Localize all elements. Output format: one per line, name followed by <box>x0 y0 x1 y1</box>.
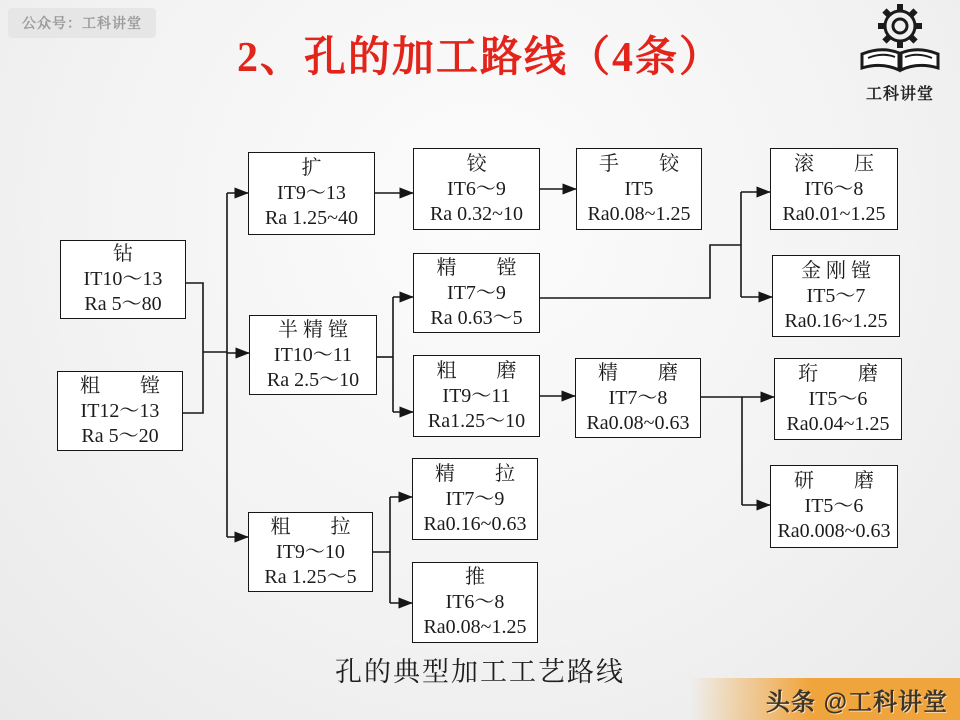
process-box-text: 精 磨 <box>598 361 678 384</box>
process-box-text: IT9～11 <box>442 384 511 407</box>
process-box-jing-la <box>412 458 538 540</box>
process-box-cu-tang <box>57 371 183 451</box>
process-box-text: Ra 0.32~10 <box>429 202 524 225</box>
connector-line <box>183 352 203 413</box>
wechat-account-badge: 公众号：工科讲堂 <box>8 8 156 38</box>
process-box-shou-jiao <box>576 148 702 230</box>
process-box-text: 粗 磨 <box>436 359 517 382</box>
process-box-gun-ya <box>770 148 898 230</box>
process-box-tui <box>412 562 538 643</box>
connector-line <box>540 245 741 298</box>
process-box-text: 半 精 镗 <box>278 318 348 341</box>
process-box-text: IT9～13 <box>277 182 346 204</box>
process-box-jin-gang-tang <box>772 255 900 337</box>
process-box-text: IT10～11 <box>273 343 353 366</box>
process-box-text: Ra 0.63～5 <box>430 306 523 329</box>
process-box-ban-jing-tang <box>249 315 377 395</box>
process-box-jing-tang <box>413 253 540 333</box>
process-box-text: IT7～9 <box>447 281 506 304</box>
process-box-text: Ra1.25～10 <box>427 409 526 432</box>
process-box-text: Ra 1.25~40 <box>264 207 359 229</box>
connector-line <box>186 283 203 352</box>
process-box-text: Ra0.08~0.63 <box>586 411 690 434</box>
process-box-cu-mo <box>413 355 540 437</box>
process-box-jing-mo <box>575 358 701 438</box>
process-box-text: Ra0.04~1.25 <box>786 412 890 435</box>
process-box-text: 滚 压 <box>794 152 874 175</box>
process-box-text: 推 <box>465 566 485 588</box>
process-box-text: Ra 2.5～10 <box>266 368 360 391</box>
process-box-text: IT5～6 <box>804 495 864 517</box>
watermark-banner <box>690 678 960 720</box>
process-box-text: Ra0.16~1.25 <box>784 309 888 332</box>
process-box-text: IT5～7 <box>806 284 866 307</box>
process-box-text: 钻 <box>113 243 133 265</box>
process-box-text: 珩 磨 <box>798 362 878 385</box>
process-box-text: 扩 <box>301 157 322 179</box>
process-box-yan-mo <box>770 465 898 548</box>
process-box-text: IT6～8 <box>445 591 505 613</box>
process-box-text: IT9～10 <box>276 540 345 563</box>
process-box-jiao <box>413 148 540 230</box>
process-box-text: Ra0.16~0.63 <box>423 512 527 535</box>
process-box-text: 粗 镗 <box>80 374 160 397</box>
brand-logo-label: 工科讲堂 <box>865 86 934 103</box>
process-box-text: 精 拉 <box>435 462 515 485</box>
process-box-cu-la <box>248 512 373 592</box>
process-box-text: IT5 <box>624 177 654 200</box>
process-box-text: 铰 <box>466 152 487 175</box>
page-title: 2、孔的加工路线（4条） <box>236 35 723 81</box>
process-box-text: Ra 1.25～5 <box>264 565 357 588</box>
process-box-text: IT7～8 <box>608 386 668 409</box>
process-box-text: IT6～9 <box>447 177 506 200</box>
process-box-text: IT5～6 <box>808 387 868 410</box>
process-box-text: Ra0.01~1.25 <box>782 202 886 225</box>
process-box-text: Ra0.008~0.63 <box>777 520 891 542</box>
process-box-text: IT6～8 <box>804 177 864 200</box>
process-box-text: Ra 5～20 <box>81 424 159 447</box>
watermark-text: 头条 @工科讲堂 <box>765 688 948 716</box>
process-box-text: 精 镗 <box>436 256 517 279</box>
process-box-text: 手 铰 <box>599 152 679 175</box>
process-box-zuan <box>60 240 186 319</box>
diagram-caption: 孔的典型加工工艺路线 <box>335 657 625 687</box>
process-box-heng-mo <box>774 358 902 440</box>
process-box-text: IT12～13 <box>80 399 160 422</box>
process-box-text: 粗 拉 <box>270 515 351 538</box>
process-box-kuo <box>248 152 375 235</box>
process-box-text: IT7～9 <box>445 487 505 510</box>
process-box-text: Ra 5～80 <box>84 293 162 315</box>
process-box-text: Ra0.08~1.25 <box>587 202 691 225</box>
process-box-text: IT10～13 <box>83 268 163 290</box>
process-box-text: Ra0.08~1.25 <box>423 616 527 638</box>
process-box-text: 研 磨 <box>794 470 874 492</box>
process-box-text: 金 刚 镗 <box>801 259 871 282</box>
